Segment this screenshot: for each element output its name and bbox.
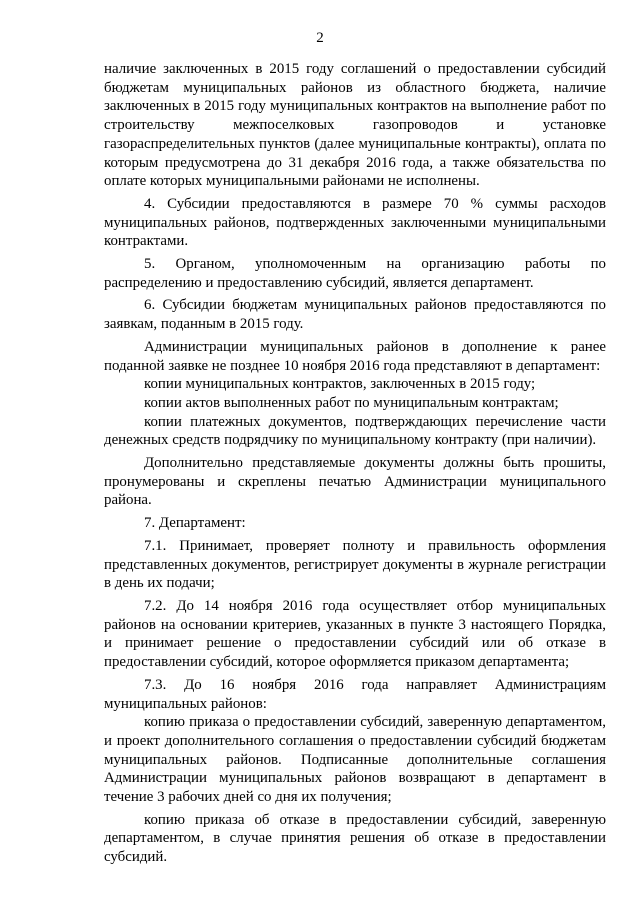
paragraph-item-4: 4. Субсидии предоставляются в размере 70 % суммы расходов муниципальных районов, подтвержденных заключенными муниципальными контрактами.	[104, 195, 606, 250]
page-number: 2	[316, 30, 324, 46]
paragraph-item-5: 5. Органом, уполномоченным на организацию работы по распределению и предоставлению субсидий, является департамент.	[104, 256, 606, 291]
paragraph-intro: наличие заключенных в 2015 году соглашений о предоставлении субсидий бюджетам муниципальных районов из областного бюджета, наличие заключенных в 2015 году муниципальных контрактов на выполнение работ по строительству межпоселковых газопроводов и установке газораспределительных пунктов (далее муниципальные контракты), оплата по которым предусмотрена до 31 декабря 2016 года, а также обязательства по оплате которых муниципальными районами не исполнены.	[104, 61, 606, 190]
paragraph-item-6: 6. Субсидии бюджетам муниципальных районов предоставляются по заявкам, поданным в 2015 году.	[104, 297, 606, 333]
paragraph-administrations: Администрации муниципальных районов в дополнение к ранее поданной заявке не позднее 10 ноября 2016 года представляют в департамент:	[104, 338, 606, 374]
list-item-acts: копии актов выполненных работ по муниципальным контрактам;	[144, 394, 559, 411]
paragraph-item-7: 7. Департамент:	[144, 515, 246, 532]
list-item-refusal-order: копию приказа об отказе в предоставлении субсидий, заверенную департаментом, в случае принятия решения об отказе в предоставлении субсидий.	[104, 811, 606, 866]
paragraph-additional-docs: Дополнительно представляемые документы должны быть прошиты, пронумерованы и скреплены печатью Администрации муниципального района.	[104, 455, 606, 509]
list-item-grant-order: копию приказа о предоставлении субсидий, заверенную департаментом, и проект дополнительного соглашения о предоставлении субсидий бюджетам муниципальных районов. Подписанные дополнительные соглашения Администрации муниципальных районов возвращают в департамент в течение 3 рабочих дней со дня их получения;	[104, 714, 606, 806]
paragraph-item-7-3: 7.3. До 16 ноября 2016 года направляет Администрациям муниципальных районов:	[104, 676, 606, 712]
paragraph-item-7-1: 7.1. Принимает, проверяет полноту и правильность оформления представленных документов, регистрирует документы в журнале регистрации в день их подачи;	[104, 537, 606, 592]
list-item-payments: копии платежных документов, подтверждающих перечисление части денежных средств подрядчику по муниципальному контракту (при наличии).	[104, 413, 606, 449]
list-item-contracts: копии муниципальных контрактов, заключенных в 2015 году;	[144, 376, 536, 393]
paragraph-item-7-2: 7.2. До 14 ноября 2016 года осуществляет отбор муниципальных районов на основании критериев, указанных в пункте 3 настоящего Порядка, и принимает решение о предоставлении субсидий или об отказе в предоставлении субсидий, которое оформляется приказом департамента;	[104, 597, 606, 671]
document-body	[104, 60, 606, 867]
